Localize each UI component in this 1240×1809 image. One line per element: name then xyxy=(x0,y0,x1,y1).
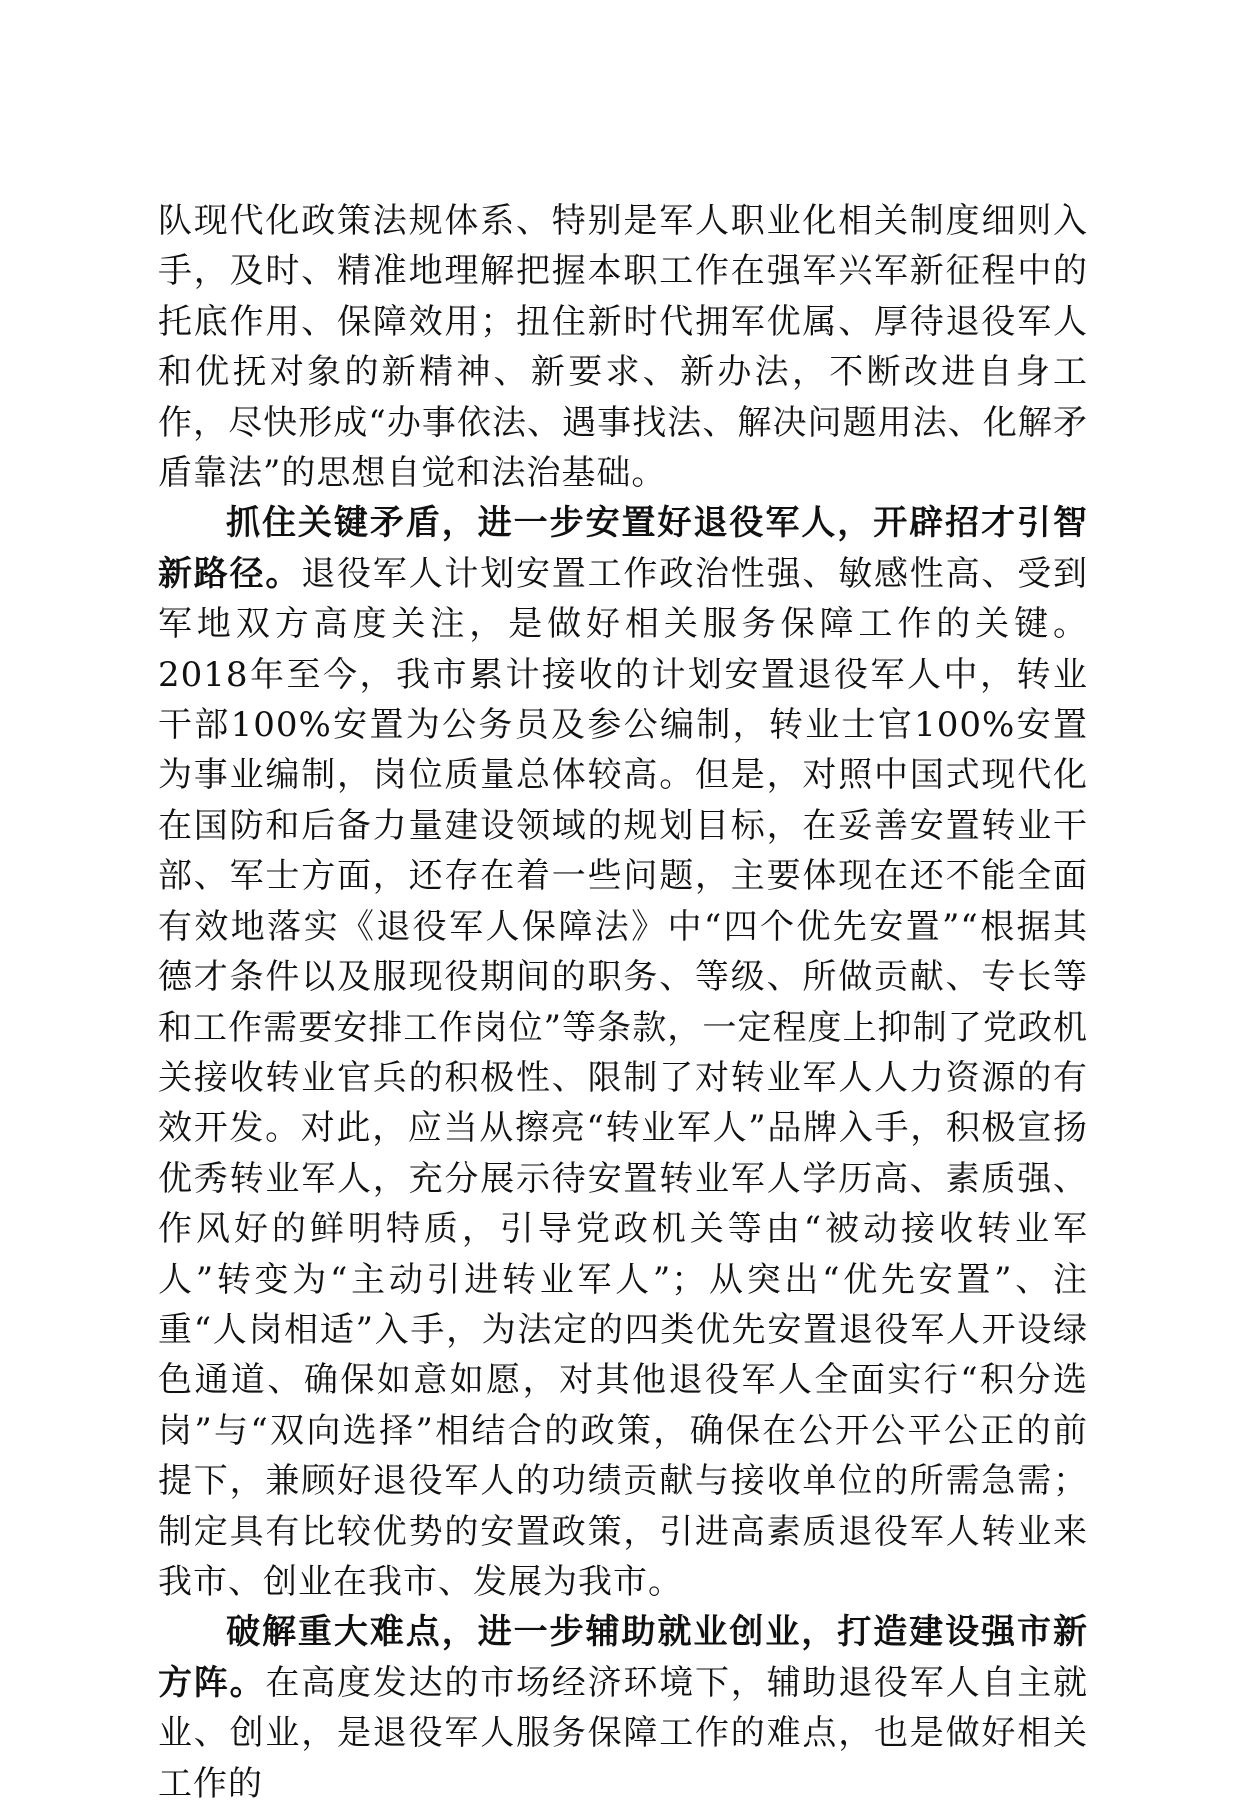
document-page xyxy=(158,196,1088,1809)
paragraph-body-text: 在高度发达的市场经济环境下，辅助退役军人自主就业、创业，是退役军人服务保障工作的难点，也是做好相关工作的 xyxy=(158,1662,1089,1804)
paragraph-employment xyxy=(158,1607,1088,1809)
paragraph-body-text: 退役军人计划安置工作政治性强、敏感性高、受到军地双方高度关注，是做好相关服务保障工作的关键。2018年至今，我市累计接收的计划安置退役军人中，转业干部100%安置为公务员及参公编制，转业士官100%安置为事业编制，岗位质量总体较高。但是，对照中国式现代化在国防和后备力量建设领域的规划目标，在妥善安置转业干部、军士方面，还存在着一些问题，主要体现在还不能全面有效地落实《退役军人保障法》中“四个优先安置”“根据其德才条件以及服现役期间的职务、等级、所做贡献、专长等和工作需要安排工作岗位”等条款，一定程度上抑制了党政机关接收转业官兵的积极性、限制了对转业军人人力资源的有效开发。对此，应当从擦亮“转业军人”品牌入手，积极宣扬优秀转业军人，充分展示待安置转业军人学历高、素质强、作风好的鲜明特质，引导党政机关等由“被动接收转业军人”转变为“主动引进转业军人”；从突出“优先安置”、注重“人岗相适”入手，为法定的四类优先安置退役军人开设绿色通道、确保如意如愿，对其他退役军人全面实行“积分选岗”与“双向选择”相结合的政策，确保在公开公平公正的前提下，兼顾好退役军人的功绩贡献与接收单位的所需急需；制定具有比较优势的安置政策，引进高素质退役军人转业来我市、创业在我市、发展为我市。 xyxy=(158,553,1089,1602)
paragraph-continuation xyxy=(158,196,1088,498)
paragraph-lead-heading: 破解重大难点，进一步辅助就业创业，打造建设强市新方阵。 xyxy=(158,1612,1088,1703)
paragraph-resettlement xyxy=(158,498,1088,1607)
paragraph-lead-heading: 抓住关键矛盾，进一步安置好退役军人，开辟招才引智新路径。 xyxy=(158,503,1088,594)
paragraph-body-text: 队现代化政策法规体系、特别是军人职业化相关制度细则入手，及时、精准地理解把握本职工作在强军兴军新征程中的托底作用、保障效用；扭住新时代拥军优属、厚待退役军人和优抚对象的新精神、新要求、新办法，不断改进自身工作，尽快形成“办事依法、遇事找法、解决问题用法、化解矛盾靠法”的思想自觉和法治基础。 xyxy=(158,201,1088,494)
